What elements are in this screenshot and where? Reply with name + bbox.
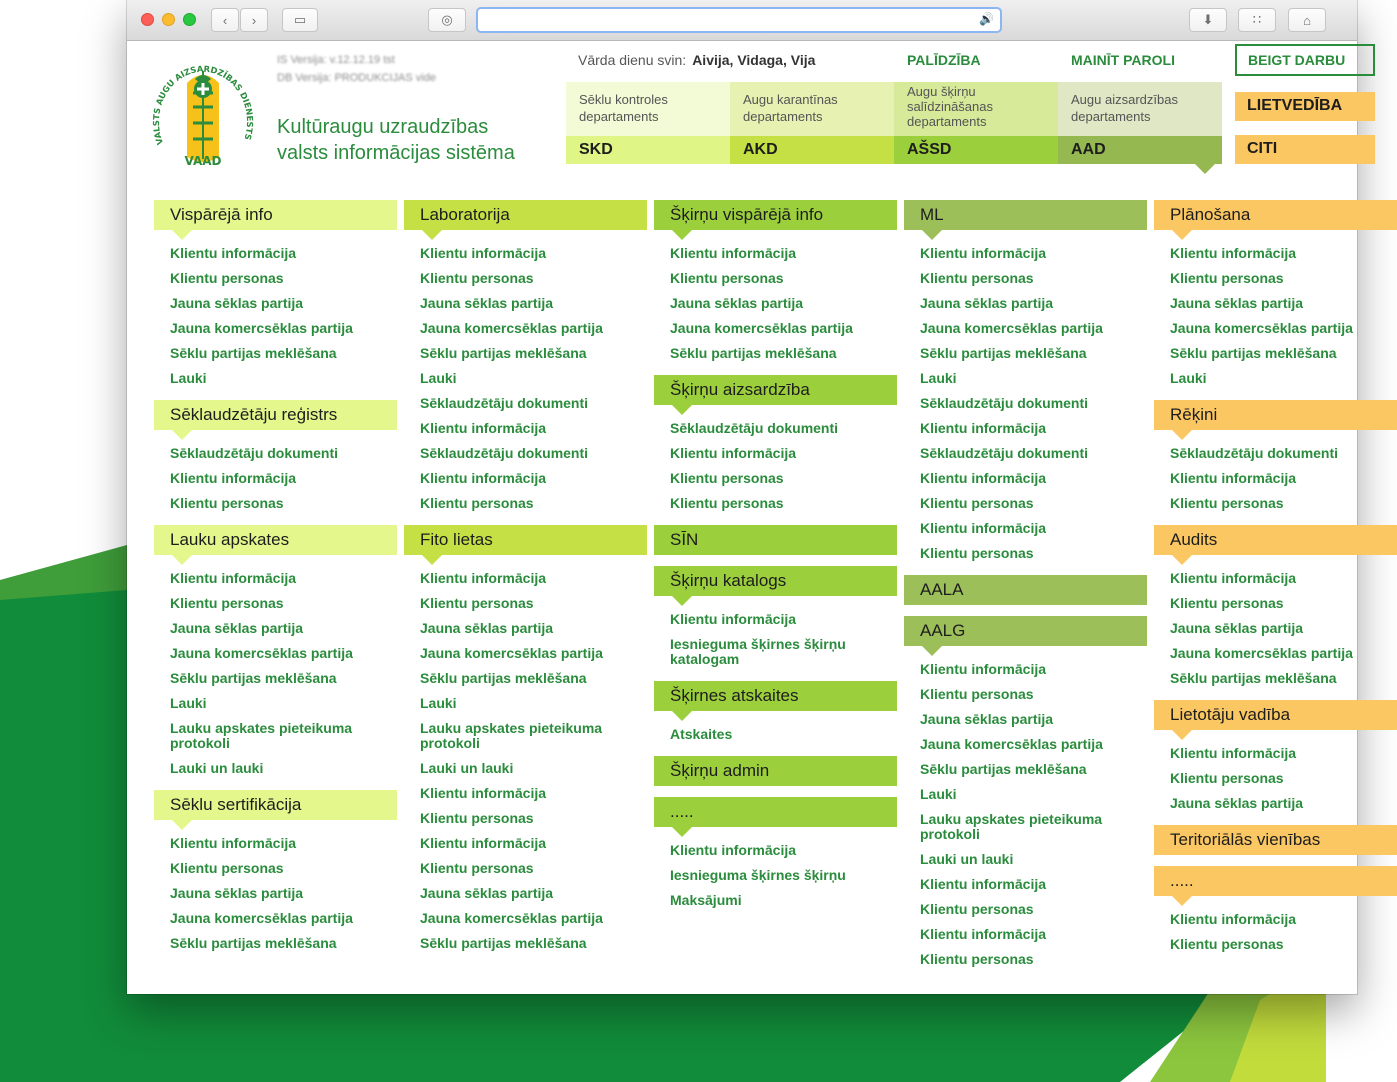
menu-link[interactable]: Klientu personas <box>920 495 1034 511</box>
menu-link[interactable]: Sēklu partijas meklēšana <box>170 670 337 686</box>
section-items <box>654 405 897 525</box>
home-button[interactable] <box>1288 8 1326 32</box>
menu-link[interactable]: Klientu personas <box>670 270 784 286</box>
section-header[interactable]: Audits <box>1154 525 1397 555</box>
menu-link[interactable]: Klientu personas <box>670 470 784 486</box>
section-header[interactable]: ..... <box>654 797 897 827</box>
menu-link[interactable]: Jauna sēklas partija <box>920 711 1054 727</box>
menu-section <box>1154 200 1397 400</box>
menu-link[interactable]: Klientu personas <box>170 595 284 611</box>
section-header[interactable]: Teritoriālās vienības <box>1154 825 1397 855</box>
logo-text: VALSTS AUGU AIZSARDZĪBAS DIENESTS <box>150 63 256 147</box>
menu-link[interactable]: Sēklu partijas meklēšana <box>920 345 1087 361</box>
menu-link[interactable]: Jauna sēklas partija <box>1170 795 1304 811</box>
menu-section <box>904 575 1147 616</box>
menu-link[interactable]: Lauki un lauki <box>420 760 514 776</box>
menu-link[interactable]: Jauna komercsēklas partija <box>170 910 353 926</box>
menu-link[interactable]: Jauna komercsēklas partija <box>420 645 603 661</box>
section-items <box>904 230 1147 575</box>
browser-toolbar <box>127 0 1357 41</box>
menu-section <box>154 790 397 965</box>
menu-link[interactable]: Klientu personas <box>920 270 1034 286</box>
menu-link[interactable]: Jauna komercsēklas partija <box>920 320 1103 336</box>
menu-link[interactable]: Klientu informācija <box>920 926 1047 942</box>
downloads-button[interactable] <box>1189 8 1227 32</box>
menu-link[interactable]: Klientu informācija <box>170 245 297 261</box>
menu-link[interactable]: Klientu informācija <box>420 785 547 801</box>
menu-link[interactable]: Lauki <box>420 370 457 386</box>
section-header[interactable]: AALA <box>904 575 1147 605</box>
menu-link[interactable]: Iesnieguma šķirnes šķirņu katalogam <box>670 636 846 667</box>
menu-link[interactable]: Klientu informācija <box>920 520 1047 536</box>
menu-section <box>654 756 897 797</box>
section-header[interactable]: Sēklu sertifikācija <box>154 790 397 820</box>
menu-link[interactable]: Klientu informācija <box>920 661 1047 677</box>
title-line-1: Kultūraugu uzraudzības <box>277 116 489 138</box>
menu-link[interactable]: Jauna komercsēklas partija <box>170 320 353 336</box>
menu-link[interactable]: Sēklu partijas meklēšana <box>920 761 1087 777</box>
help-link[interactable]: PALĪDZĪBA <box>907 52 981 68</box>
section-items <box>1154 430 1397 525</box>
menu-link[interactable]: Jauna sēklas partija <box>170 885 304 901</box>
menu-column-2 <box>404 200 647 965</box>
section-header[interactable]: Šķirņu vispārējā info <box>654 200 897 230</box>
page-title <box>277 114 567 166</box>
section-header[interactable]: ML <box>904 200 1147 230</box>
menu-link[interactable]: Maksājumi <box>670 892 742 908</box>
menu-link[interactable]: Atskaites <box>670 726 733 742</box>
menu-link[interactable]: Sēklu partijas meklēšana <box>420 935 587 951</box>
sidebar-toggle-button[interactable] <box>282 8 318 32</box>
menu-section <box>1154 866 1397 966</box>
menu-link[interactable]: Klientu personas <box>170 860 284 876</box>
section-items <box>404 230 647 525</box>
nameday <box>578 52 815 68</box>
sidebar-icon: ▭ <box>293 12 307 27</box>
menu-link[interactable]: Jauna komercsēklas partija <box>1170 645 1353 661</box>
menu-link[interactable]: Klientu personas <box>1170 595 1284 611</box>
menu-link[interactable]: Klientu informācija <box>1170 570 1297 586</box>
logo-letters: VAAD <box>184 154 222 168</box>
menu-column-3 <box>654 200 897 922</box>
department-name: Sēklu kontroles departaments <box>579 92 668 124</box>
menu-link[interactable]: Klientu informācija <box>420 570 547 586</box>
menu-link[interactable]: Klientu personas <box>170 495 284 511</box>
menu-section <box>904 616 1147 981</box>
menu-link[interactable]: Klientu informācija <box>920 470 1047 486</box>
browser-window <box>127 0 1357 994</box>
menu-link[interactable]: Jauna komercsēklas partija <box>670 320 853 336</box>
menu-link[interactable]: Jauna sēklas partija <box>170 620 304 636</box>
menu-link[interactable]: Sēklaudzētāju dokumenti <box>920 395 1089 411</box>
menu-column-1 <box>154 200 397 965</box>
menu-section <box>154 525 397 790</box>
menu-link[interactable]: Klientu informācija <box>420 470 547 486</box>
privacy-button[interactable] <box>428 8 466 32</box>
menu-link[interactable]: Lauki <box>920 370 957 386</box>
menu-link[interactable]: Sēklu partijas meklēšana <box>170 935 337 951</box>
vaad-logo <box>149 49 257 169</box>
menu-link[interactable]: Klientu personas <box>920 951 1034 967</box>
menu-link[interactable]: Lauku apskates pieteikuma protokoli <box>920 811 1103 842</box>
section-items <box>654 786 897 797</box>
section-header[interactable]: Lietotāju vadība <box>1154 700 1397 730</box>
department-tab-skd[interactable] <box>566 82 730 164</box>
department-code: AAD <box>1058 136 1222 164</box>
menu-section <box>154 200 397 400</box>
menu-link[interactable]: Klientu informācija <box>170 470 297 486</box>
menu-section <box>1154 400 1397 525</box>
menu-link[interactable]: Sēklu partijas meklēšana <box>1170 670 1337 686</box>
menu-link[interactable]: Lauki un lauki <box>170 760 264 776</box>
menu-link[interactable]: Klientu personas <box>420 860 534 876</box>
section-header[interactable]: Plānošana <box>1154 200 1397 230</box>
section-items <box>154 555 397 790</box>
menu-link[interactable]: Lauki <box>420 695 457 711</box>
menu-link[interactable]: Jauna sēklas partija <box>1170 620 1304 636</box>
menu-section <box>404 200 647 525</box>
menu-link[interactable]: Klientu personas <box>1170 495 1284 511</box>
menu-link[interactable]: Lauki <box>170 370 207 386</box>
section-items <box>904 605 1147 616</box>
section-header[interactable]: ..... <box>1154 866 1397 896</box>
menu-link[interactable]: Jauna komercsēklas partija <box>420 910 603 926</box>
home-icon: ⌂ <box>1303 12 1311 28</box>
menu-link[interactable]: Lauku apskates pieteikuma protokoli <box>170 720 353 751</box>
menu-column-4 <box>904 200 1147 981</box>
download-icon: ⬇ <box>1202 12 1214 27</box>
logout-button[interactable]: BEIGT DARBU <box>1235 44 1375 76</box>
menu-link[interactable]: Jauna sēklas partija <box>420 885 554 901</box>
menu-link[interactable]: Klientu informācija <box>670 611 797 627</box>
menu-link[interactable]: Jauna sēklas partija <box>1170 295 1304 311</box>
menu-link[interactable]: Jauna komercsēklas partija <box>1170 320 1353 336</box>
menu-column-5 <box>1154 200 1397 966</box>
menu-section <box>904 200 1147 575</box>
section-items <box>654 555 897 566</box>
section-header[interactable]: Sēklaudzētāju reģistrs <box>154 400 397 430</box>
section-header[interactable]: Laboratorija <box>404 200 647 230</box>
back-button[interactable] <box>211 8 239 32</box>
menu-link[interactable]: Klientu informācija <box>1170 745 1297 761</box>
menu-link[interactable]: Klientu informācija <box>670 842 797 858</box>
grid-icon: ∷ <box>1252 12 1262 27</box>
section-header[interactable]: Rēķini <box>1154 400 1397 430</box>
shield-icon: ◎ <box>441 12 453 27</box>
section-header[interactable]: Lauku apskates <box>154 525 397 555</box>
menu-link[interactable]: Klientu personas <box>420 810 534 826</box>
department-code: AKD <box>730 136 894 164</box>
section-items <box>1154 896 1397 966</box>
department-tab-akd[interactable] <box>730 82 894 164</box>
menu-section <box>654 797 897 922</box>
department-name: Augu aizsardzības departaments <box>1071 92 1178 124</box>
section-items <box>154 230 397 400</box>
menu-link[interactable]: Klientu informācija <box>1170 911 1297 927</box>
menu-link[interactable]: Klientu informācija <box>420 420 547 436</box>
section-header[interactable]: Šķirņu aizsardzība <box>654 375 897 405</box>
menu-link[interactable]: Jauna sēklas partija <box>420 295 554 311</box>
menu-link[interactable]: Sēklu partijas meklēšana <box>170 345 337 361</box>
menu-section <box>654 566 897 681</box>
menu-section <box>654 525 897 566</box>
department-code: SKD <box>566 136 730 164</box>
forward-button[interactable] <box>240 8 268 32</box>
menu-link[interactable]: Iesnieguma šķirnes šķirņu <box>670 867 846 883</box>
change-password-link[interactable]: MAINĪT PAROLI <box>1071 52 1175 68</box>
menu-section <box>654 375 897 525</box>
nameday-names: Aivija, Vidaga, Vija <box>692 52 816 68</box>
section-header[interactable]: SĪN <box>654 525 897 555</box>
nameday-label: Vārda dienu svin: <box>578 52 687 68</box>
active-department-indicator <box>1195 164 1215 174</box>
section-items <box>154 430 397 525</box>
menu-link[interactable]: Sēklaudzētāju dokumenti <box>420 395 589 411</box>
menu-link[interactable]: Jauna sēklas partija <box>920 295 1054 311</box>
menu-section <box>1154 525 1397 700</box>
menu-link[interactable]: Klientu informācija <box>920 420 1047 436</box>
menu-link[interactable]: Lauku apskates pieteikuma protokoli <box>420 720 603 751</box>
section-items <box>904 646 1147 981</box>
menu-link[interactable]: Klientu personas <box>1170 270 1284 286</box>
section-header[interactable]: Šķirņu katalogs <box>654 566 897 596</box>
menu-link[interactable]: Klientu informācija <box>920 876 1047 892</box>
section-items <box>1154 855 1397 866</box>
menu-link[interactable]: Klientu personas <box>920 901 1034 917</box>
menu-section <box>654 681 897 756</box>
chevron-left-icon: ‹ <box>222 12 228 28</box>
section-header[interactable]: Šķirņu admin <box>654 756 897 786</box>
menu-section <box>1154 825 1397 866</box>
menu-link[interactable]: Klientu informācija <box>670 445 797 461</box>
address-bar[interactable] <box>476 7 1002 33</box>
menu-section <box>404 525 647 965</box>
menu-link[interactable]: Klientu personas <box>1170 770 1284 786</box>
menu-link[interactable]: Sēklaudzētāju dokumenti <box>1170 445 1339 461</box>
menu-link[interactable]: Klientu informācija <box>920 245 1047 261</box>
menu-section <box>654 200 897 375</box>
menu-section <box>154 400 397 525</box>
menu-link[interactable]: Klientu informācija <box>420 835 547 851</box>
section-header[interactable]: Fito lietas <box>404 525 647 555</box>
menu-link[interactable]: Sēklaudzētāju dokumenti <box>170 445 339 461</box>
menu-link[interactable]: Klientu personas <box>420 495 534 511</box>
menu-section <box>1154 700 1397 825</box>
maximize-window-button[interactable] <box>183 13 196 26</box>
section-items <box>1154 230 1397 400</box>
is-version: IS Versija: v.12.12.19 tst <box>277 54 395 66</box>
department-name: Augu šķirņu salīdzināšanas departaments <box>907 84 993 129</box>
menu-link[interactable]: Sēklaudzētāju dokumenti <box>420 445 589 461</box>
menu-link[interactable]: Lauki un lauki <box>920 851 1014 867</box>
chevron-right-icon: › <box>251 12 257 28</box>
section-header[interactable]: Vispārējā info <box>154 200 397 230</box>
section-items <box>404 555 647 965</box>
menu-link[interactable]: Jauna komercsēklas partija <box>170 645 353 661</box>
speaker-icon: 🔊 <box>979 12 994 26</box>
department-name: Augu karantīnas departaments <box>743 92 838 124</box>
section-items <box>154 820 397 965</box>
section-items <box>654 230 897 375</box>
menu-link[interactable]: Lauki <box>1170 370 1207 386</box>
menu-link[interactable]: Klientu personas <box>670 495 784 511</box>
side-button-lietvediba[interactable]: LIETVEDĪBA <box>1235 92 1375 121</box>
department-code: AŠSD <box>894 136 1058 164</box>
menu-link[interactable]: Sēklu partijas meklēšana <box>420 345 587 361</box>
side-button-citi[interactable]: CITI <box>1235 135 1375 164</box>
menu-link[interactable]: Klientu personas <box>920 686 1034 702</box>
menu-link[interactable]: Klientu informācija <box>1170 470 1297 486</box>
title-line-2: valsts informācijas sistēma <box>277 142 515 164</box>
top-sites-button[interactable] <box>1238 8 1276 32</box>
menu-link[interactable]: Jauna komercsēklas partija <box>920 736 1103 752</box>
menu-link[interactable]: Klientu informācija <box>170 570 297 586</box>
menu-link[interactable]: Klientu informācija <box>670 245 797 261</box>
menu-link[interactable]: Jauna sēklas partija <box>170 295 304 311</box>
section-header[interactable]: AALG <box>904 616 1147 646</box>
section-items <box>1154 555 1397 700</box>
menu-link[interactable]: Lauki <box>920 786 957 802</box>
menu-link[interactable]: Klientu personas <box>1170 936 1284 952</box>
menu-link[interactable]: Klientu personas <box>420 270 534 286</box>
menu-link[interactable]: Klientu personas <box>170 270 284 286</box>
menu-link[interactable]: Jauna sēklas partija <box>670 295 804 311</box>
section-header[interactable]: Šķirnes atskaites <box>654 681 897 711</box>
menu-link[interactable]: Jauna komercsēklas partija <box>420 320 603 336</box>
section-items <box>654 596 897 681</box>
minimize-window-button[interactable] <box>162 13 175 26</box>
menu-link[interactable]: Sēklaudzētāju dokumenti <box>670 420 839 436</box>
menu-link[interactable]: Klientu informācija <box>420 245 547 261</box>
menu-link[interactable]: Klientu informācija <box>1170 245 1297 261</box>
db-version: DB Versija: PRODUKCIJAS vide <box>277 72 436 84</box>
menu-link[interactable]: Klientu personas <box>420 595 534 611</box>
menu-link[interactable]: Jauna sēklas partija <box>420 620 554 636</box>
menu-link[interactable]: Sēklu partijas meklēšana <box>420 670 587 686</box>
department-tab-aad[interactable] <box>1058 82 1222 164</box>
menu-link[interactable]: Klientu personas <box>920 545 1034 561</box>
section-items <box>1154 730 1397 825</box>
menu-link[interactable]: Sēklu partijas meklēšana <box>1170 345 1337 361</box>
menu-link[interactable]: Lauki <box>170 695 207 711</box>
menu-link[interactable]: Sēklaudzētāju dokumenti <box>920 445 1089 461</box>
menu-link[interactable]: Klientu informācija <box>170 835 297 851</box>
menu-link[interactable]: Sēklu partijas meklēšana <box>670 345 837 361</box>
section-items <box>654 827 897 922</box>
department-tab-ašsd[interactable] <box>894 82 1058 164</box>
close-window-button[interactable] <box>141 13 154 26</box>
